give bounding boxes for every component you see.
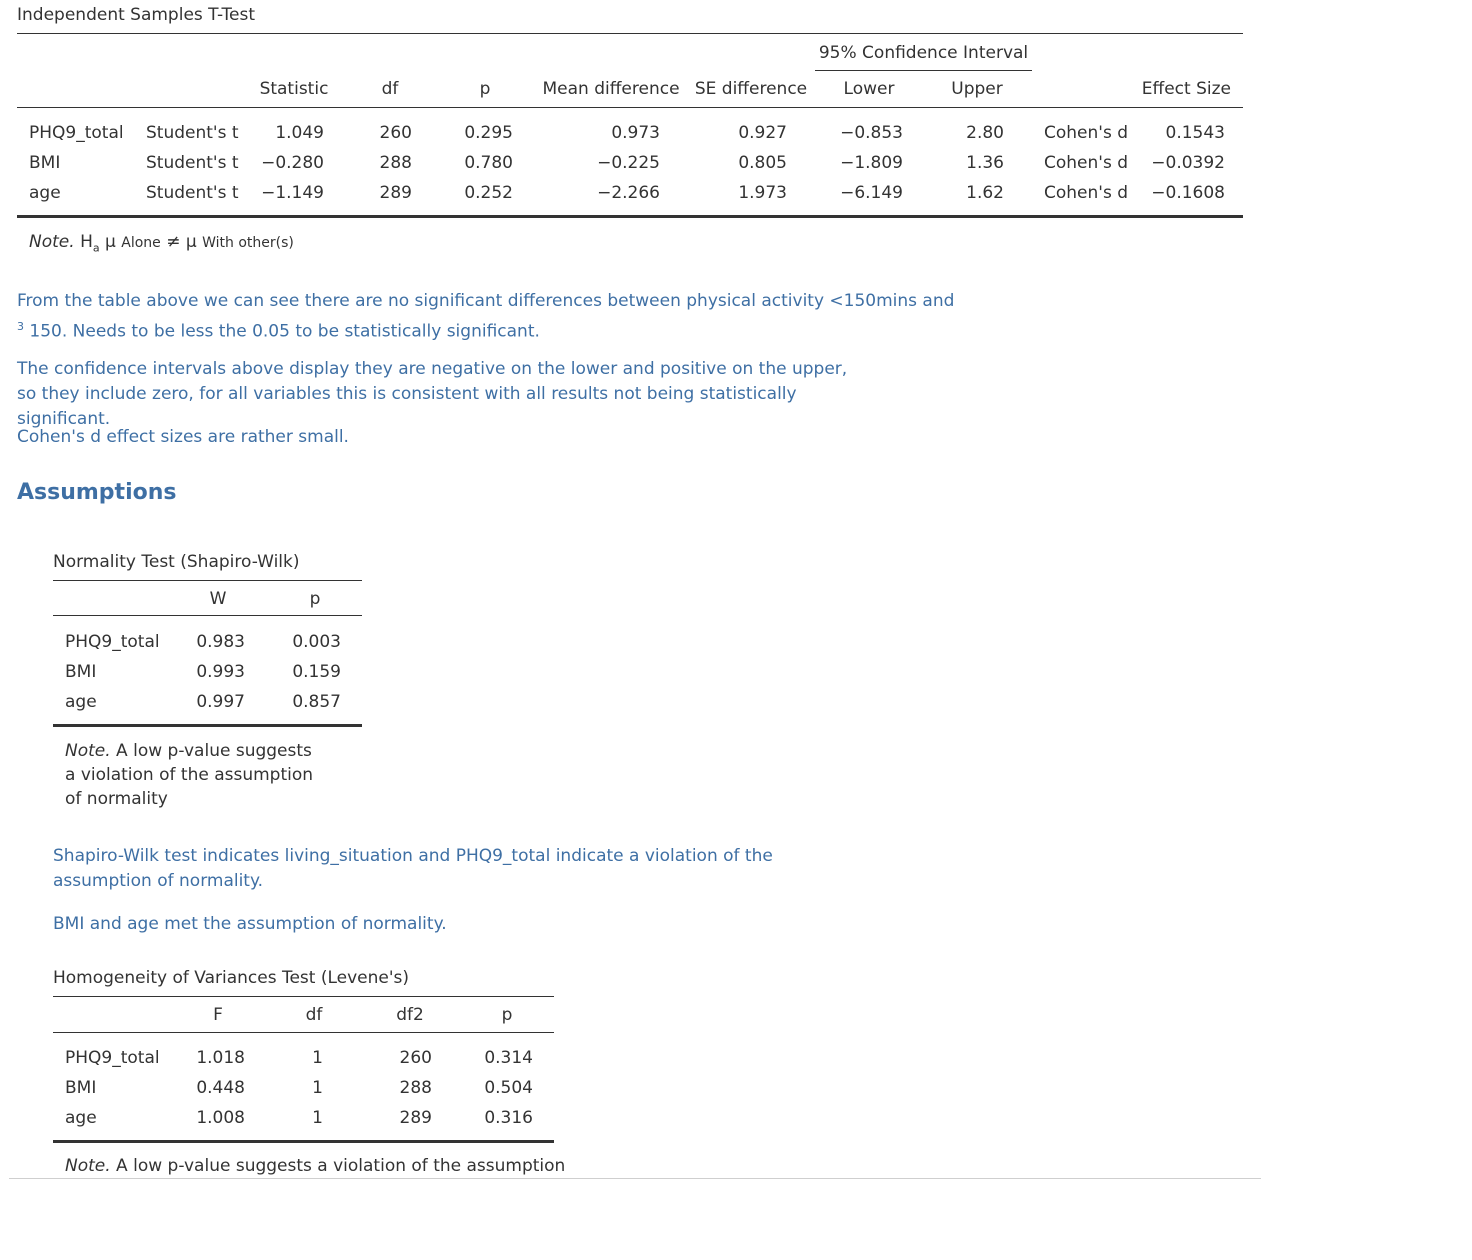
row-lower: −0.853 (840, 123, 903, 143)
row-mean-diff: −0.225 (597, 153, 660, 173)
header-se-diff: SE difference (694, 79, 808, 99)
note-mu1: μ (105, 232, 116, 252)
row-statistic: 1.049 (275, 123, 324, 143)
normality-row-w: 0.983 (196, 632, 245, 652)
commentary-1-sup: 3 (17, 320, 24, 333)
levene-top-rule (53, 996, 554, 997)
row-es-name: Cohen's d (1044, 123, 1129, 143)
header-p: p (479, 79, 491, 99)
normality-row-var: age (65, 692, 97, 712)
header-statistic: Statistic (259, 79, 329, 99)
levene-header-df: df (305, 1005, 323, 1025)
commentary-1a: From the table above we can see there are no significant differences between physical activity <150mins and (17, 291, 955, 311)
normality-title: Normality Test (Shapiro-Wilk) (53, 552, 300, 572)
normality-header-w: W (209, 589, 227, 609)
normality-header-rule (53, 615, 362, 616)
header-df: df (381, 79, 399, 99)
row-p: 0.780 (464, 153, 513, 173)
levene-row-df: 1 (312, 1078, 323, 1098)
levene-header-df2: df2 (396, 1005, 424, 1025)
levene-row-df: 1 (312, 1108, 323, 1128)
levene-row-df2: 289 (399, 1108, 432, 1128)
levene-note-label: Note. (65, 1156, 111, 1176)
normality-row-p: 0.003 (292, 632, 341, 652)
ci-header-rule (815, 70, 1032, 71)
row-upper: 2.80 (966, 123, 1004, 143)
row-df: 260 (379, 123, 412, 143)
levene-row-p: 0.316 (484, 1108, 533, 1128)
note-neq: ≠ (166, 232, 181, 252)
ttest-note (29, 231, 294, 259)
row-se-diff: 1.973 (738, 183, 787, 203)
header-effect-size: Effect Size (1141, 79, 1231, 99)
row-statistic: −1.149 (261, 183, 324, 203)
note-group1: Alone (121, 235, 161, 251)
levene-row-p: 0.314 (484, 1048, 533, 1068)
header-lower: Lower (843, 79, 895, 99)
row-df: 289 (379, 183, 412, 203)
row-lower: −6.149 (840, 183, 903, 203)
normality-commentary-1: Shapiro-Wilk test indicates living_situation and PHQ9_total indicate a violation of the assumption of normality. (53, 846, 773, 891)
ttest-bottom-rule (17, 215, 1243, 218)
row-mean-diff: −2.266 (597, 183, 660, 203)
ttest-header-rule (17, 107, 1243, 108)
commentary-1b: 150. Needs to be less the 0.05 to be statistically significant. (29, 321, 540, 342)
note-label: Note. (29, 232, 75, 252)
content-cutoff-divider (9, 1178, 1261, 1179)
levene-row-df: 1 (312, 1048, 323, 1068)
row-lower: −1.809 (840, 153, 903, 173)
row-upper: 1.62 (966, 183, 1004, 203)
row-statistic: −0.280 (261, 153, 324, 173)
normality-row-w: 0.997 (196, 692, 245, 712)
row-se-diff: 0.805 (738, 153, 787, 173)
row-es-value: −0.1608 (1151, 183, 1225, 203)
header-mean-diff: Mean difference (542, 79, 680, 99)
normality-top-rule (53, 580, 362, 581)
row-es-value: 0.1543 (1165, 123, 1225, 143)
normality-row-p: 0.159 (292, 662, 341, 682)
row-es-name: Cohen's d (1044, 153, 1129, 173)
ttest-title: Independent Samples T-Test (17, 5, 256, 25)
commentary-paragraph-2: The confidence intervals above display they are negative on the lower and positive on the upper, so they include zero, for all variables this is consistent with all results not being statistically significant. (17, 359, 848, 429)
commentary-paragraph-3: Cohen's d effect sizes are rather small. (17, 427, 349, 447)
normality-commentary-2: BMI and age met the assumption of normality. (53, 914, 447, 934)
commentary-paragraph-1 (17, 289, 955, 345)
levene-note (65, 1155, 565, 1177)
row-test: Student's t (146, 123, 239, 143)
levene-header-p: p (501, 1005, 513, 1025)
row-var: PHQ9_total (29, 123, 124, 143)
note-ha: H (80, 232, 93, 252)
row-p: 0.295 (464, 123, 513, 143)
assumptions-heading: Assumptions (17, 480, 177, 505)
note-mu2: μ (185, 232, 197, 252)
levene-note-text: A low p-value suggests a violation of the assumption (110, 1156, 566, 1176)
normality-row-w: 0.993 (196, 662, 245, 682)
row-es-value: −0.0392 (1151, 153, 1225, 173)
normality-row-var: BMI (65, 662, 97, 682)
row-test: Student's t (146, 153, 239, 173)
row-upper: 1.36 (966, 153, 1004, 173)
levene-row-df2: 288 (399, 1078, 432, 1098)
ttest-top-rule (17, 33, 1243, 34)
levene-row-p: 0.504 (484, 1078, 533, 1098)
levene-header-rule (53, 1032, 554, 1033)
levene-title: Homogeneity of Variances Test (Levene's) (53, 968, 410, 988)
note-ha-sub: a (92, 241, 100, 255)
levene-row-f: 1.008 (196, 1108, 245, 1128)
normality-note-label: Note. (65, 741, 111, 761)
levene-row-f: 1.018 (196, 1048, 245, 1068)
normality-row-var: PHQ9_total (65, 632, 160, 652)
header-upper: Upper (951, 79, 1003, 99)
levene-row-var: PHQ9_total (65, 1048, 160, 1068)
normality-header-p: p (309, 589, 321, 609)
note-group2: With other(s) (202, 235, 294, 251)
row-df: 288 (379, 153, 412, 173)
row-var: BMI (29, 153, 61, 173)
levene-row-f: 0.448 (196, 1078, 245, 1098)
row-se-diff: 0.927 (738, 123, 787, 143)
row-test: Student's t (146, 183, 239, 203)
levene-row-df2: 260 (399, 1048, 432, 1068)
levene-bottom-rule (53, 1140, 554, 1143)
row-mean-diff: 0.973 (611, 123, 660, 143)
row-var: age (29, 183, 61, 203)
levene-row-var: age (65, 1108, 97, 1128)
normality-row-p: 0.857 (292, 692, 341, 712)
normality-note-text: A low p-value suggests a violation of the assumption of normality (65, 741, 314, 809)
levene-header-f: F (213, 1005, 223, 1025)
row-es-name: Cohen's d (1044, 183, 1129, 203)
row-p: 0.252 (464, 183, 513, 203)
ci-header: 95% Confidence Interval (818, 43, 1029, 63)
normality-bottom-rule (53, 724, 362, 727)
levene-row-var: BMI (65, 1078, 97, 1098)
normality-note (65, 739, 325, 811)
